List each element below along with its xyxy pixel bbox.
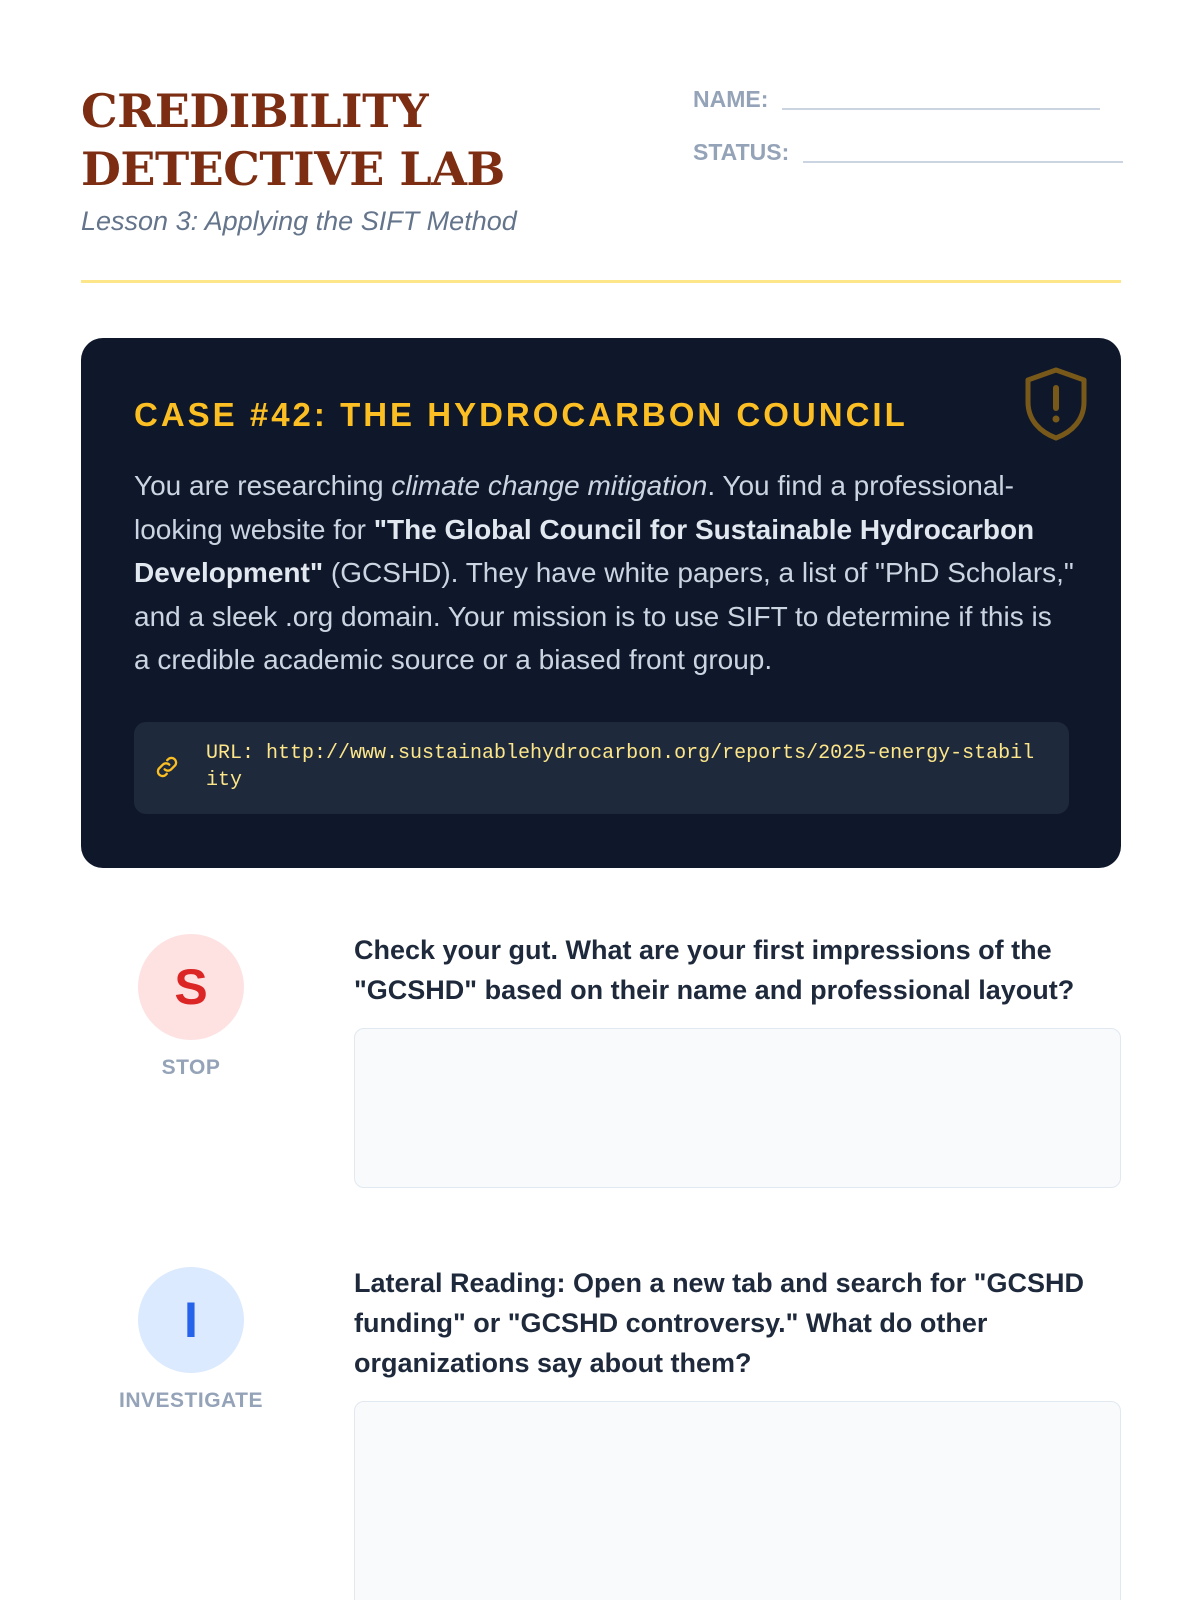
- lesson-subtitle: Lesson 3: Applying the SIFT Method: [81, 206, 517, 236]
- status-field[interactable]: [693, 139, 1123, 166]
- name-label: NAME:: [693, 86, 769, 112]
- header-divider: [81, 280, 1121, 283]
- investigate-answer-box[interactable]: [354, 1401, 1121, 1600]
- step-letter-badge: I: [138, 1267, 244, 1373]
- case-url[interactable]: URL: http://www.sustainablehydrocarbon.org/reports/2025-energy-stability: [206, 742, 1035, 792]
- case-card: [81, 338, 1121, 868]
- name-field[interactable]: [693, 86, 1100, 113]
- status-label: STATUS:: [693, 139, 790, 165]
- stop-answer-box[interactable]: [354, 1028, 1121, 1188]
- name-input-line[interactable]: [782, 108, 1100, 110]
- page-title: CREDIBILITY DETECTIVE LAB: [81, 84, 505, 196]
- step-label: STOP: [161, 1056, 221, 1079]
- url-box: [134, 722, 1069, 814]
- case-topic: climate change mitigation: [391, 470, 708, 501]
- step-label: INVESTIGATE: [119, 1389, 263, 1412]
- status-input-line[interactable]: [803, 161, 1123, 163]
- step-question: Check your gut. What are your first impressions of the "GCSHD" based on their name and professional layout?: [354, 935, 1075, 1005]
- link-icon: [153, 753, 181, 781]
- case-organization: "The Global Council for Sustainable Hydrocarbon Development": [134, 513, 1035, 588]
- step-letter-badge: S: [138, 934, 244, 1040]
- step-question: Lateral Reading: Open a new tab and search for "GCSHD funding" or "GCSHD controversy." What do other organizations say about them?: [354, 1268, 1084, 1378]
- shield-alert-icon: [1023, 366, 1089, 442]
- case-title: CASE #42: THE HYDROCARBON COUNCIL: [134, 396, 908, 433]
- case-description: You are researching climate change mitigation. You find a professional-looking website for "The Global Council for Sustainable Hydrocarbon Development" (GCSHD). They have white papers, a list of "PhD Scholars," and a sleek .org domain. Your mission is to use SIFT to determine if this is a credible academic source or a biased front group.: [134, 470, 1074, 675]
